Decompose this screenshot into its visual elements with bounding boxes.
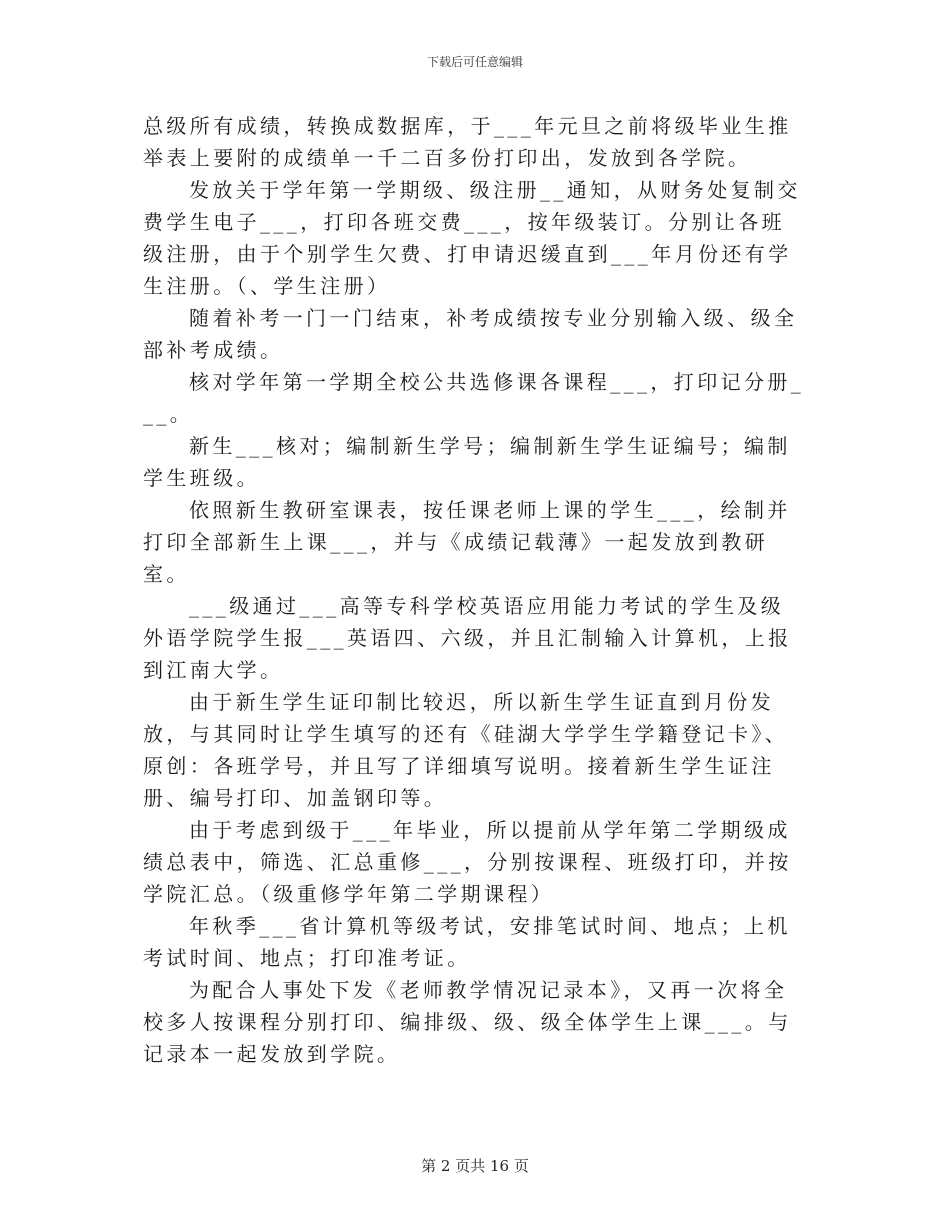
paragraph: 依照新生教研室课表，按任课老师上课的学生___，绘制并打印全部新生上课___，并与《成绩记载薄》一起发放到教研室。 [143, 498, 791, 586]
paragraph: 总级所有成绩，转换成数据库，于___年元旦之前将级毕业生推举表上要附的成绩单一千二百多份打印出，发放到各学院。 [143, 114, 792, 170]
paragraph: 为配合人事处下发《老师教学情况记录本》，又再一次将全校多人按课程分别打印、编排级、级、级全体学生上课___。与记录本一起发放到学院。 [143, 978, 792, 1066]
paragraph: 核对学年第一学期全校公共选修课各课程___，打印记分册___。 [143, 370, 805, 426]
paragraph: 由于新生学生证印制比较迟，所以新生学生证直到月份发放，与其同时让学生填写的还有《硅湖大学学生学籍登记卡》、原创：各班学号，并且写了详细填写说明。接着新生学生证注册、编号打印、加盖钢印等。 [143, 690, 789, 810]
paragraph: 新生___核对；编制新生学号；编制新生学生证编号；编制学生班级。 [143, 434, 791, 490]
paragraph: ___级通过___高等专科学校英语应用能力考试的学生及级外语学院学生报___英语四、六级，并且汇制输入计算机，上报到江南大学。 [143, 594, 792, 682]
paragraph: 发放关于学年第一学期级、级注册__通知，从财务处复制交费学生电子___，打印各班交费___，按年级装订。分别让各班级注册，由于个别学生欠费、打申请迟缓直到___年月份还有学生注册。（、学生注册） [143, 178, 801, 298]
page-header: 下载后可任意编辑 [426, 55, 523, 69]
paragraph: 由于考虑到级于___年毕业，所以提前从学年第二学期级成绩总表中，筛选、汇总重修___，分别按课程、班级打印，并按学院汇总。（级重修学年第二学期课程） [143, 818, 792, 906]
paragraph: 年秋季___省计算机等级考试，安排笔试时间、地点；上机考试时间、地点；打印准考证。 [143, 914, 791, 970]
document-body [143, 110, 807, 1070]
paragraph: 随着补考一门一门结束，补考成绩按专业分别输入级、级全部补考成绩。 [143, 306, 798, 362]
page-footer: 第 2 页共 16 页 [421, 1157, 529, 1175]
